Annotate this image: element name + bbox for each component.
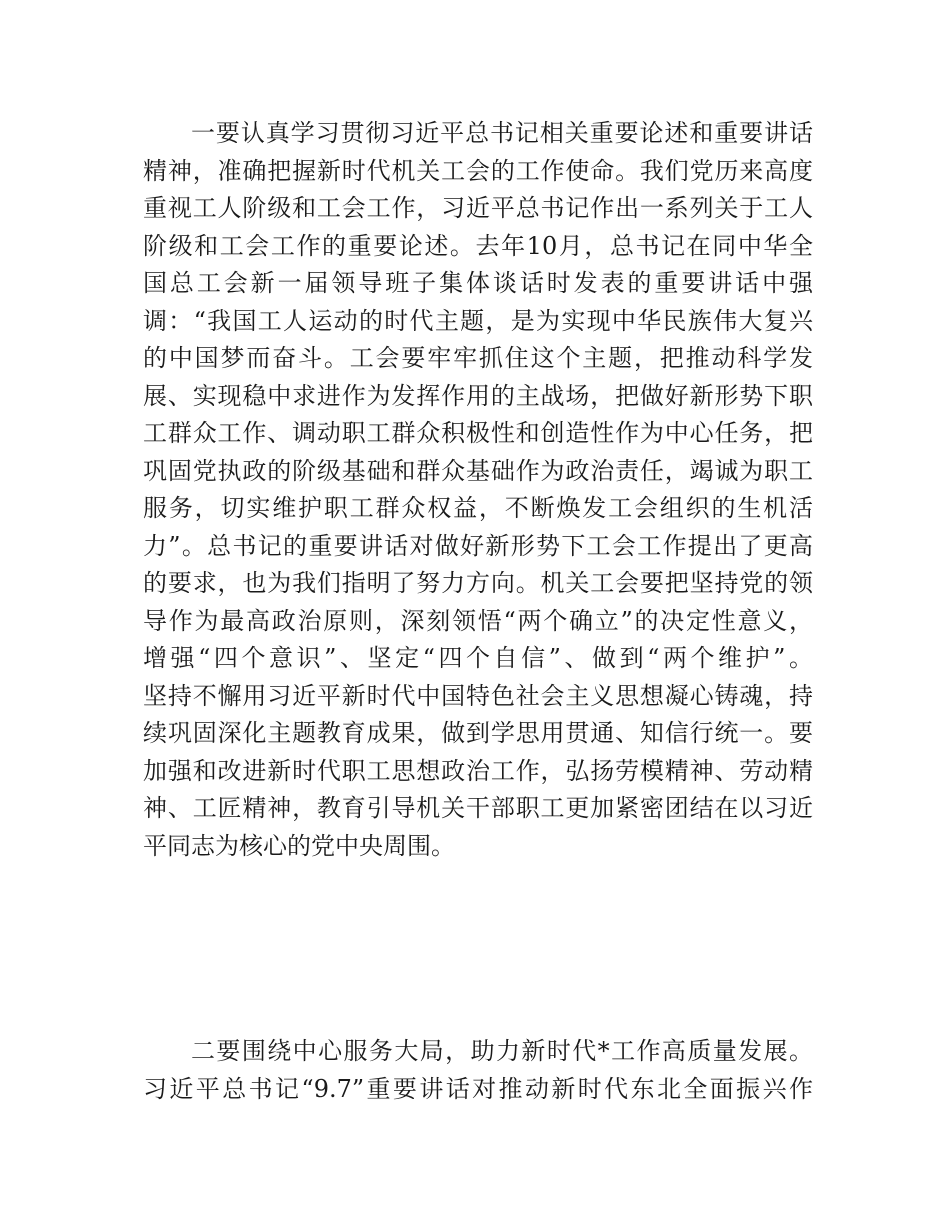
paragraph-line: 力”。总书记的重要讲话对做好新形势下工会工作提出了更高 (143, 531, 813, 560)
paragraph-line: 神、工匠精神，教育引导机关干部职工更加紧密团结在以习近 (143, 794, 813, 822)
paragraph-line: 国总工会新一届领导班子集体谈话时发表的重要讲话中强 (143, 269, 813, 297)
paragraph-1 (143, 115, 813, 865)
paragraph-line: 平同志为核心的党中央周围。 (143, 831, 455, 860)
paragraph-2 (143, 1033, 813, 1108)
paragraph-line: 精神，准确把握新时代机关工会的工作使命。我们党历来高度 (143, 156, 813, 185)
paragraph-line: 坚持不懈用习近平新时代中国特色社会主义思想凝心铸魂，持 (143, 681, 813, 710)
paragraph-line: 的要求，也为我们指明了努力方向。机关工会要把坚持党的领 (143, 569, 813, 597)
paragraph-line: 续巩固深化主题教育成果，做到学思用贯通、知信行统一。要 (143, 719, 813, 747)
paragraph-line: 服务，切实维护职工群众权益，不断焕发工会组织的生机活 (143, 494, 813, 522)
paragraph-line: 增强“四个意识”、坚定“四个自信”、做到“两个维护”。 (143, 644, 813, 672)
paragraph-line: 习近平总书记“9.7”重要讲话对推动新时代东北全面振兴作 (143, 1074, 813, 1103)
paragraph-line: 重视工人阶级和工会工作，习近平总书记作出一系列关于工人 (143, 194, 813, 222)
paragraph-line: 阶级和工会工作的重要论述。去年10月，总书记在同中华全 (143, 231, 813, 260)
paragraph-line: 巩固党执政的阶级基础和群众基础作为政治责任，竭诚为职工 (143, 456, 813, 485)
paragraph-line: 加强和改进新时代职工思想政治工作，弘扬劳模精神、劳动精 (143, 756, 813, 785)
paragraph-line: 的中国梦而奋斗。工会要牢牢抓住这个主题，把推动科学发 (143, 344, 813, 372)
paragraph-line: 展、实现稳中求进作为发挥作用的主战场，把做好新形势下职 (143, 381, 813, 410)
paragraph-line: 工群众工作、调动职工群众积极性和创造性作为中心任务，把 (143, 419, 813, 447)
paragraph-line: 调：“我国工人运动的时代主题，是为实现中华民族伟大复兴 (143, 306, 813, 335)
paragraph-line: 二要围绕中心服务大局，助力新时代*工作高质量发展。 (191, 1037, 813, 1065)
paragraph-line: 一要认真学习贯彻习近平总书记相关重要论述和重要讲话 (191, 119, 813, 147)
paragraph-line: 导作为最高政治原则，深刻领悟“两个确立”的决定性意义， (143, 606, 813, 635)
